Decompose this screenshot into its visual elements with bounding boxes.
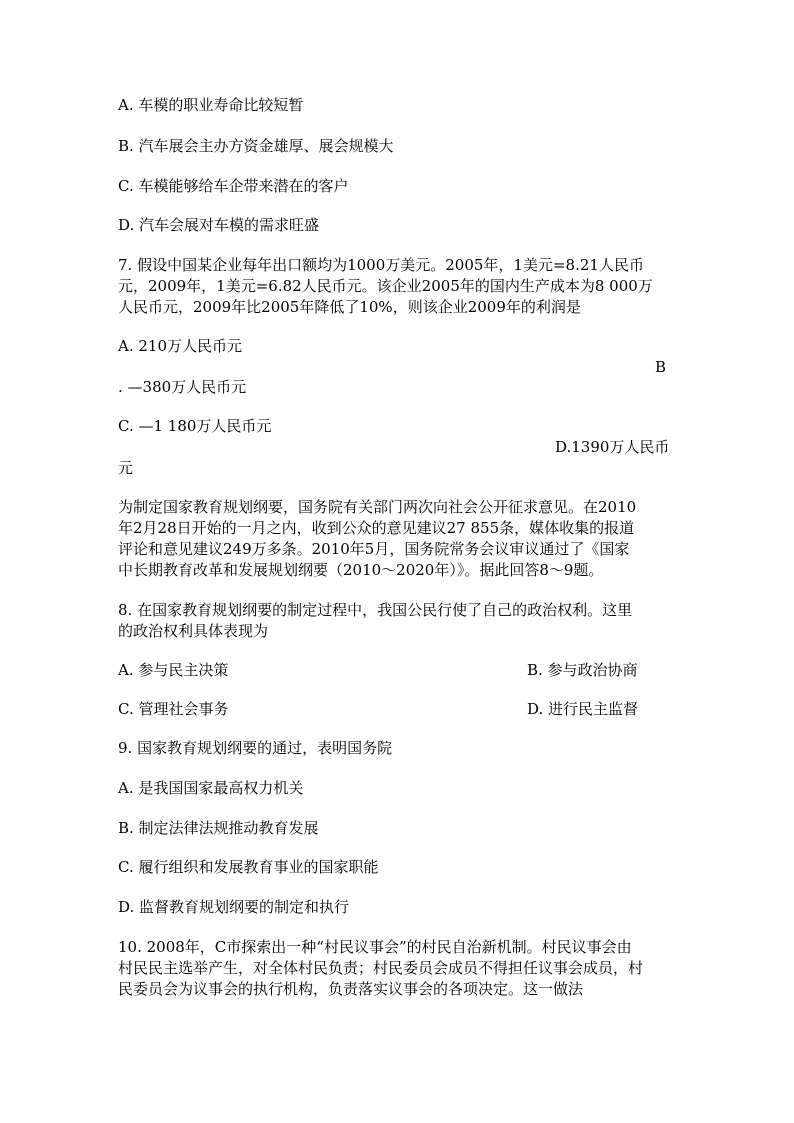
q7-option-b-text: . —380万人民币元 — [118, 378, 247, 396]
material-line-3: 评论和意见建议249万多条。2010年5月，国务院常务会议审议通过了《国家 — [118, 540, 630, 558]
q9-option-c: C. 履行组织和发展教育事业的国家职能 — [118, 858, 379, 876]
q7-option-b-letter: B — [655, 358, 667, 376]
q7-stem-line-1: 7. 假设中国某企业每年出口额均为1000万美元。2005年，1美元=8.21人民币 — [118, 256, 644, 274]
q8-option-c: C. 管理社会事务 — [118, 700, 229, 718]
q10-stem-line-3: 民委员会为议事会的执行机构，负责落实议事会的各项决定。这一做法 — [118, 980, 584, 998]
q6-option-b: B. 汽车展会主办方资金雄厚、展会规模大 — [118, 137, 394, 155]
q7-option-c: C. —1 180万人民币元 — [118, 417, 272, 435]
material-line-2: 年2月28日开始的一月之内，收到公众的意见建议27 855条，媒体收集的报道 — [118, 519, 635, 537]
material-line-1: 为制定国家教育规划纲要，国务院有关部门两次向社会公开征求意见。在2010 — [118, 498, 637, 516]
q8-stem-line-2: 的政治权利具体表现为 — [118, 622, 269, 640]
q8-option-b: B. 参与政治协商 — [527, 661, 638, 679]
q7-option-d-text: D.1390万人民币 — [555, 438, 670, 456]
q6-option-a: A. 车模的职业寿命比较短暂 — [118, 96, 304, 114]
q7-stem-line-2: 元，2009年，1美元=6.82人民币元。该企业2005年的国内生产成本为8 000万 — [118, 277, 653, 295]
q8-option-a: A. 参与民主决策 — [118, 661, 229, 679]
q6-option-d: D. 汽车会展对车模的需求旺盛 — [118, 216, 320, 234]
q7-option-a: A. 210万人民币元 — [118, 337, 242, 355]
q9-option-b: B. 制定法律法规推动教育发展 — [118, 819, 319, 837]
q6-option-c: C. 车模能够给车企带来潜在的客户 — [118, 177, 349, 195]
q10-stem-line-2: 村民民主选举产生，对全体村民负责；村民委员会成员不得担任议事会成员，村 — [118, 959, 644, 977]
q9-option-d: D. 监督教育规划纲要的制定和执行 — [118, 898, 350, 916]
q9-stem: 9. 国家教育规划纲要的通过，表明国务院 — [118, 739, 393, 757]
q9-option-a: A. 是我国国家最高权力机关 — [118, 779, 304, 797]
q7-option-d-tail: 元 — [118, 459, 134, 477]
q10-stem-line-1: 10. 2008年，C市探索出一种“村民议事会”的村民自治新机制。村民议事会由 — [118, 938, 632, 956]
material-line-4: 中长期教育改革和发展规划纲要（2010～2020年）》。据此回答8～9题。 — [118, 561, 604, 579]
q8-option-d: D. 进行民主监督 — [527, 700, 639, 718]
q8-stem-line-1: 8. 在国家教育规划纲要的制定过程中，我国公民行使了自己的政治权利。这里 — [118, 601, 633, 619]
q7-stem-line-3: 人民币元，2009年比2005年降低了10%，则该企业2009年的利润是 — [118, 298, 581, 316]
